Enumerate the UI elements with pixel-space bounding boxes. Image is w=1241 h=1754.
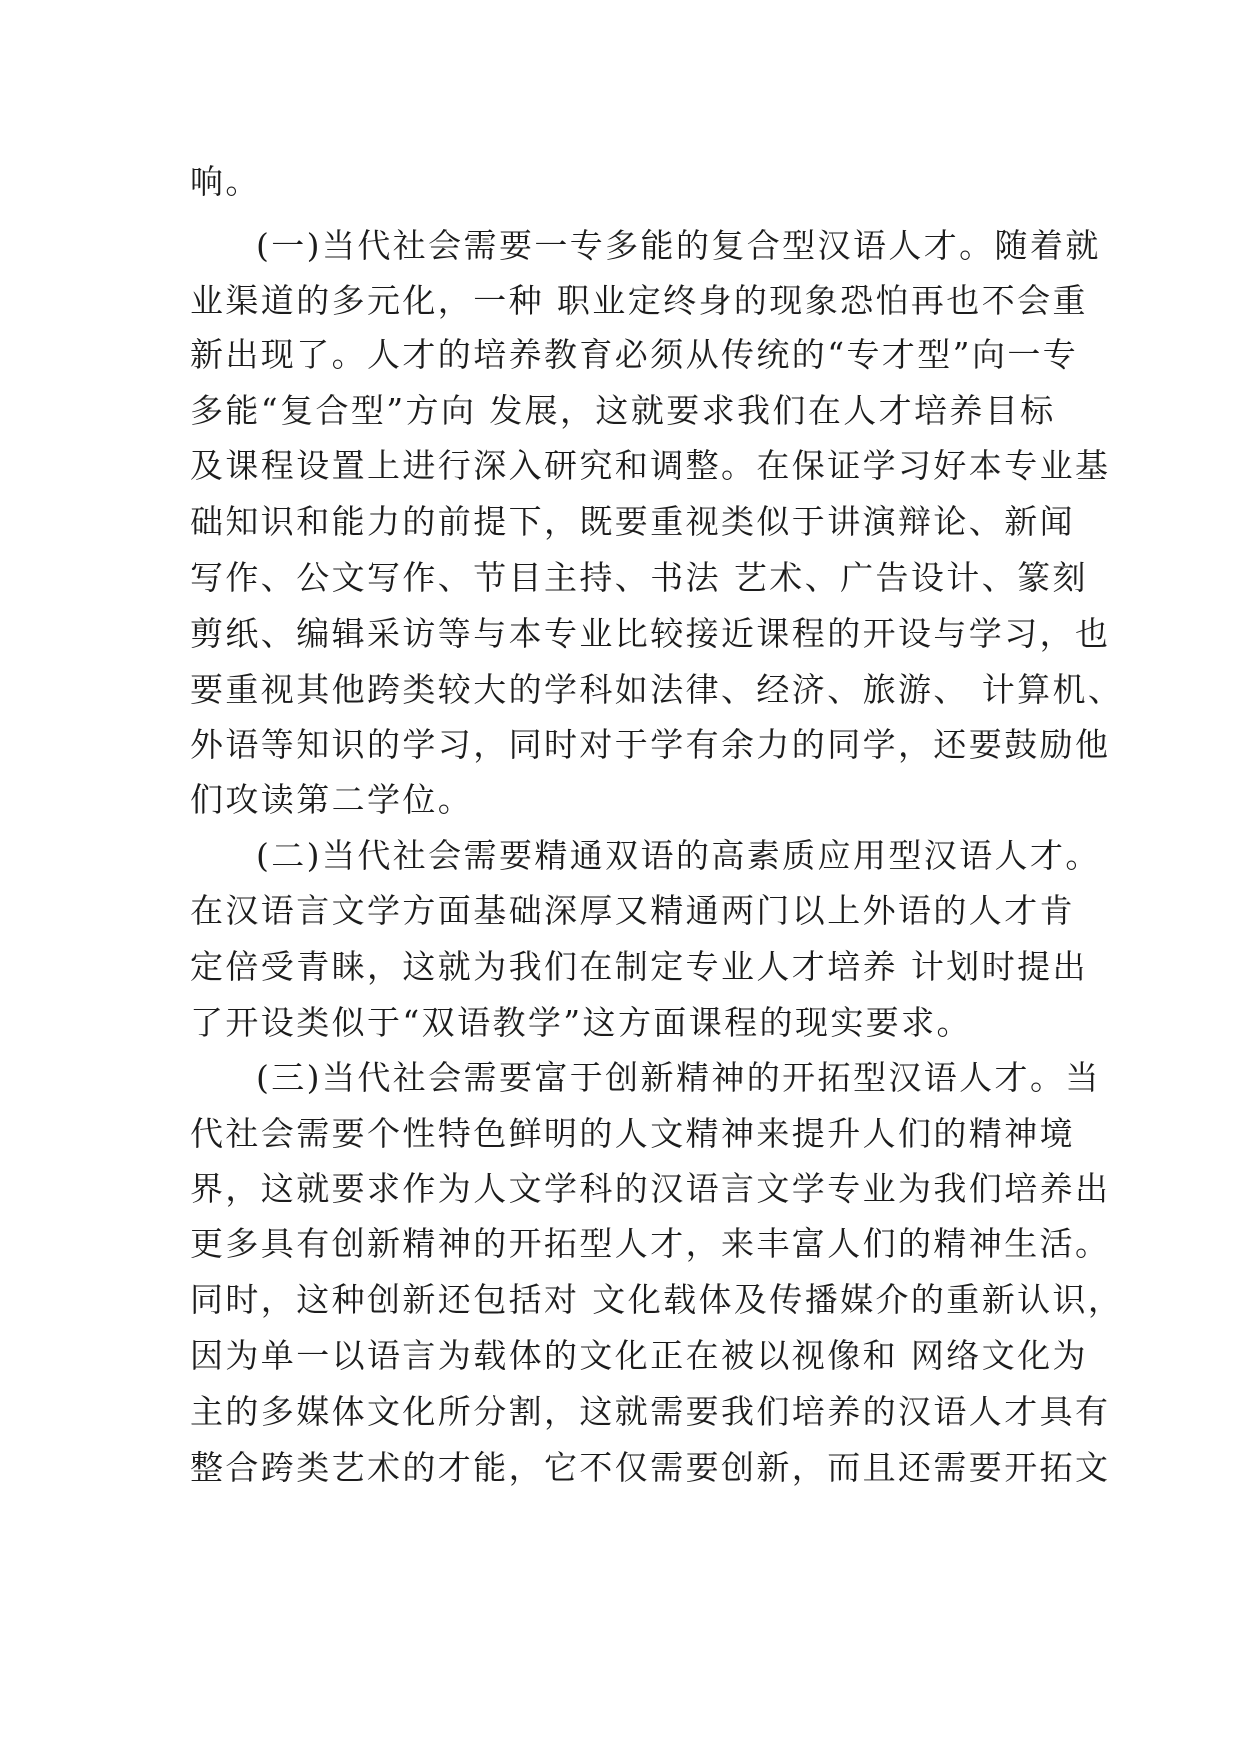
text-line: 因为单一以语言为载体的文化正在被以视像和 网络文化为 xyxy=(190,1336,1088,1375)
text-line: 同时，这种创新还包括对 文化载体及传播媒介的重新认识， xyxy=(190,1280,1124,1319)
text-line: 们攻读第二学位。 xyxy=(190,780,474,819)
text-line: 及课程设置上进行深入研究和调整。在保证学习好本专业基 xyxy=(190,446,1111,485)
text-line: 定倍受青睐，这就为我们在制定专业人才培养 计划时提出 xyxy=(190,947,1088,986)
text-line: 响。 xyxy=(190,162,261,201)
text-line: 新出现了。人才的培养教育必须从传统的“专才型”向一专 xyxy=(190,335,1079,374)
text-line: 要重视其他跨类较大的学科如法律、经济、旅游、 计算机、 xyxy=(190,670,1124,709)
text-line: 剪纸、编辑采访等与本专业比较接近课程的开设与学习，也 xyxy=(190,614,1111,653)
paragraph-1-start: (一)当代社会需要一专多能的复合型汉语人才。随着就 xyxy=(256,226,1101,265)
text-line: 整合跨类艺术的才能，它不仅需要创新，而且还需要开拓文 xyxy=(190,1448,1111,1487)
paragraph-3-start: (三)当代社会需要富于创新精神的开拓型汉语人才。当 xyxy=(256,1058,1101,1097)
text-line: 外语等知识的学习，同时对于学有余力的同学，还要鼓励他 xyxy=(190,725,1111,764)
text-line: 写作、公文写作、节目主持、书法 艺术、广告设计、篆刻 xyxy=(190,558,1088,597)
text-line: 在汉语言文学方面基础深厚又精通两门以上外语的人才肯 xyxy=(190,891,1075,930)
text-line: 界，这就要求作为人文学科的汉语言文学专业为我们培养出 xyxy=(190,1169,1111,1208)
text-line: 多能“复合型”方向 发展，这就要求我们在人才培养目标 xyxy=(190,391,1056,430)
text-line: 代社会需要个性特色鲜明的人文精神来提升人们的精神境 xyxy=(190,1114,1075,1153)
text-line: 更多具有创新精神的开拓型人才，来丰富人们的精神生活。 xyxy=(190,1224,1111,1263)
text-line: 础知识和能力的前提下，既要重视类似于讲演辩论、新闻 xyxy=(190,502,1075,541)
text-line: 主的多媒体文化所分割，这就需要我们培养的汉语人才具有 xyxy=(190,1392,1111,1431)
paragraph-2-start: (二)当代社会需要精通双语的高素质应用型汉语人才。 xyxy=(256,836,1101,875)
text-line: 业渠道的多元化，一种 职业定终身的现象恐怕再也不会重 xyxy=(190,281,1088,320)
text-line: 了开设类似于“双语教学”这方面课程的现实要求。 xyxy=(190,1003,972,1042)
